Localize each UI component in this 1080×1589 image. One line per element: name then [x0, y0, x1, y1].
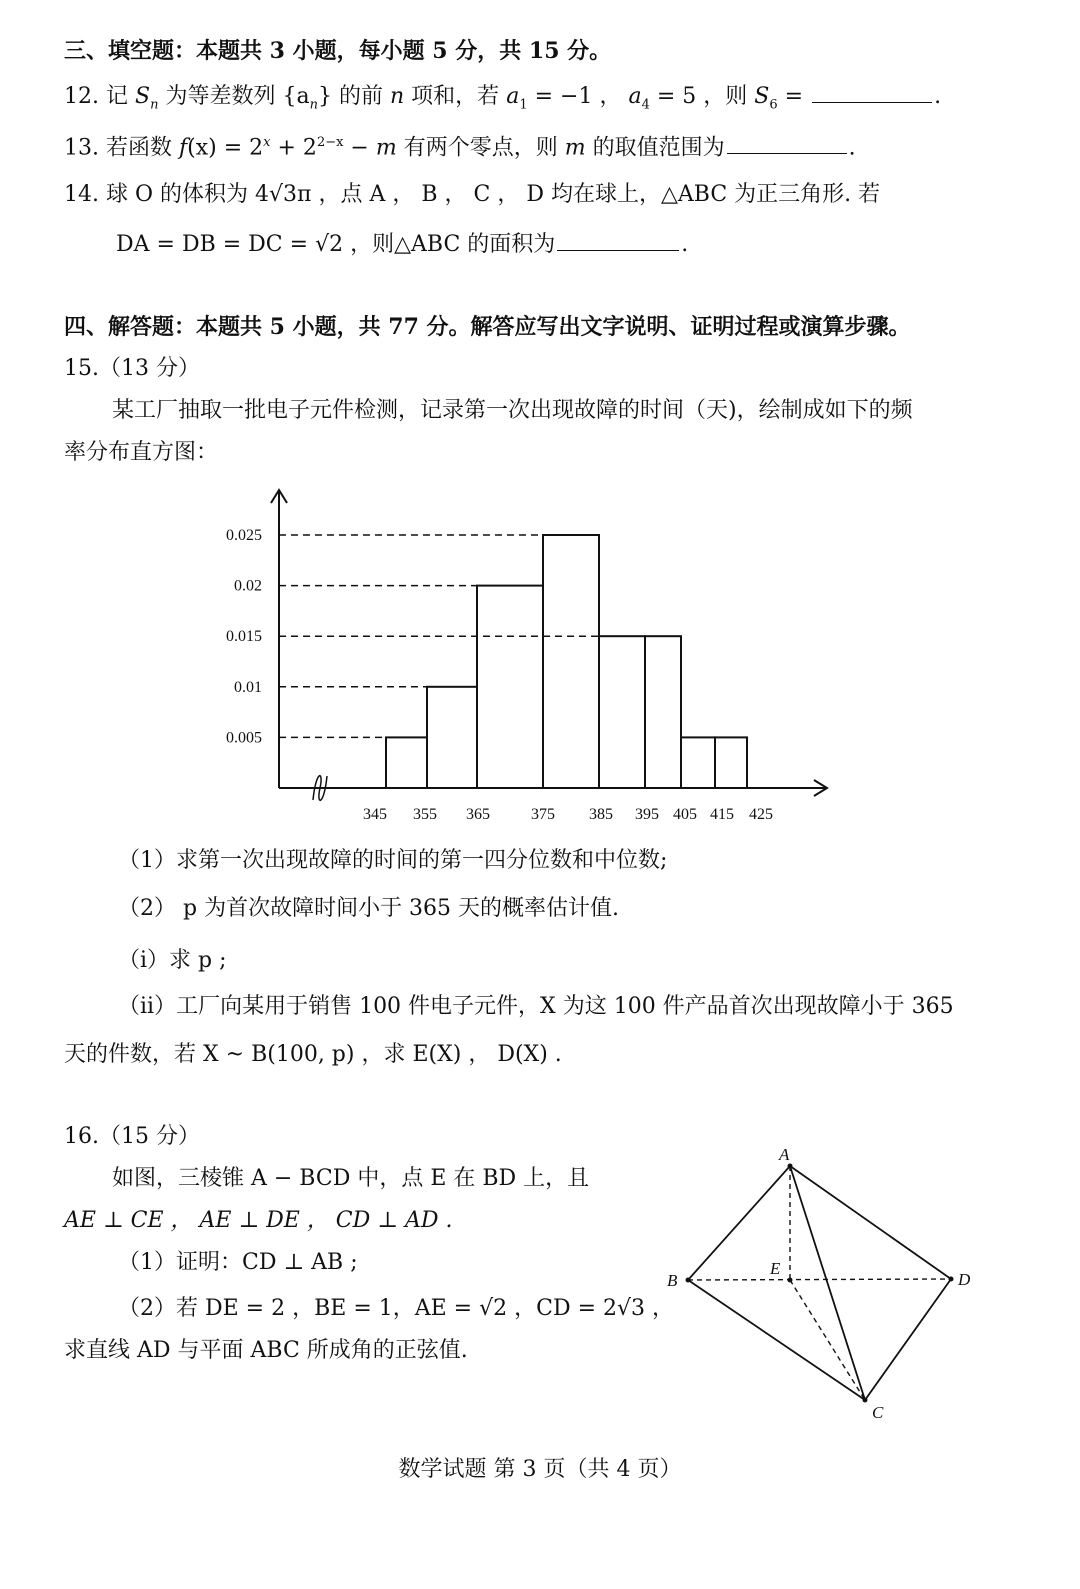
q15-part-2-ii: （ii）工厂向某用于销售 100 件电子元件，X 为这 100 件产品首次出现故障小于 365	[118, 994, 954, 1019]
label-E: E	[770, 1259, 781, 1278]
q16-part-2-cont: 求直线 AD 与平面 ABC 所成角的正弦值.	[64, 1338, 468, 1363]
q15-part-1: （1）求第一次出现故障的时间的第一四分位数和中位数;	[118, 848, 668, 873]
histogram-bar-375-385	[543, 535, 599, 788]
q12-seq-sub: n	[309, 97, 318, 113]
edge-AC	[790, 1166, 865, 1400]
histogram-bar-415-425	[715, 737, 747, 788]
q15-header: 15.（13 分）	[64, 356, 200, 381]
q12-a1: a	[506, 84, 520, 109]
q13-minus: −	[343, 135, 376, 161]
histogram-bar-405-415	[681, 737, 715, 788]
q12-a1-sub: 1	[519, 97, 528, 113]
q13-sup2: 2−x	[316, 135, 344, 150]
point-B	[686, 1278, 691, 1283]
histogram-bar-355-365	[427, 687, 477, 788]
q16-part-1: （1）证明：CD ⊥ AB ;	[118, 1250, 358, 1275]
histogram-bar-385-395	[599, 636, 645, 788]
page-footer: 数学试题 第 3 页（共 4 页）	[398, 1457, 682, 1482]
q12-end: .	[934, 84, 942, 109]
q16-header: 16.（15 分）	[64, 1124, 200, 1149]
q15-part-2: （2） p 为首次故障时间小于 365 天的概率估计值.	[118, 896, 620, 921]
x-tick-label: 345	[363, 806, 387, 823]
q12-seq	[282, 84, 332, 113]
q13-m2: m	[564, 135, 586, 161]
section-4-title: 四、解答题：本题共 5 小题，共 77 分。解答应写出文字说明、证明过程或演算步骤。	[64, 314, 911, 340]
q13-plus: + 2	[270, 135, 317, 161]
q14-text: 球 O 的体积为 4√3π ，点 A ， B ， C ， D 均在球上，△ABC 为正三角形. 若	[106, 182, 881, 207]
q12-text: 项和，若	[411, 84, 500, 109]
histogram-chart	[226, 490, 827, 823]
q12-text: 的前	[338, 84, 383, 109]
q14-text-2: DA = DB = DC = √2 ，则△ABC 的面积为	[116, 232, 556, 257]
q15-part-2-i: （i）求 p ;	[118, 948, 227, 973]
q12-text: 为等差数列	[165, 84, 276, 109]
q13-text: 有两个零点，则	[403, 135, 558, 161]
point-D	[949, 1277, 954, 1282]
question-14-line-2	[116, 228, 688, 260]
q12-S: S	[135, 84, 151, 109]
edge-BC	[688, 1280, 865, 1400]
point-A	[788, 1164, 793, 1169]
x-tick-label: 385	[589, 806, 613, 823]
q12-a4-val: = 5 ，则	[649, 84, 748, 109]
x-tick-label: 405	[673, 806, 697, 823]
y-tick-label: 0.015	[226, 628, 262, 646]
q14-answer-blank[interactable]	[557, 228, 679, 251]
q15-part-2-ii-cont: 天的件数，若 X ~ B(100, p) ，求 E(X) ， D(X) .	[64, 1042, 562, 1067]
q13-fx: (x) = 2	[187, 135, 264, 161]
y-tick-label: 0.01	[234, 678, 262, 696]
q13-end: .	[848, 135, 856, 161]
point-E	[788, 1278, 793, 1283]
q13-m: m	[375, 135, 397, 161]
frequency-histogram	[0, 470, 1080, 840]
q13-sup1: x	[263, 135, 271, 150]
y-tick-label: 0.025	[226, 527, 262, 544]
q13-f: f	[179, 135, 188, 161]
y-tick-label: 0.02	[234, 577, 262, 595]
q12-a4-sub: 4	[641, 97, 650, 113]
q12-a1-val: = −1 ，	[527, 84, 622, 109]
q12-seq-open: {a	[282, 84, 310, 109]
q12-seq-close: }	[317, 84, 332, 109]
label-B: B	[667, 1271, 678, 1290]
q12-number: 12.	[64, 84, 99, 109]
x-tick-label: 355	[413, 806, 437, 823]
q12-a4: a	[628, 84, 642, 109]
q12-eq: =	[777, 84, 804, 109]
q16-line-2: AE ⊥ CE ， AE ⊥ DE ， CD ⊥ AD .	[64, 1208, 453, 1233]
q12-answer-blank[interactable]	[812, 80, 932, 103]
q12-n: n	[390, 84, 405, 109]
x-tick-label: 415	[710, 806, 734, 823]
x-tick-label: 425	[749, 806, 773, 823]
section-3-title: 三、填空题：本题共 3 小题，每小题 5 分，共 15 分。	[64, 38, 612, 64]
histogram-bar-345-355	[386, 737, 427, 788]
q16-line-1: 如图，三棱锥 A − BCD 中，点 E 在 BD 上，且	[112, 1166, 590, 1191]
q15-line-2: 率分布直方图：	[64, 440, 219, 465]
q12-text: 记	[106, 84, 129, 109]
q12-S6-sub: 6	[769, 97, 778, 113]
edge-DC	[865, 1279, 951, 1400]
q13-answer-blank[interactable]	[727, 131, 847, 154]
q14-number: 14.	[64, 182, 99, 207]
q13-text: 若函数	[106, 135, 173, 161]
question-14-line-1	[64, 180, 880, 210]
label-C: C	[872, 1403, 884, 1422]
tetrahedron-figure	[660, 1140, 980, 1430]
point-C	[863, 1398, 868, 1403]
edge-AD	[790, 1166, 951, 1279]
question-13	[64, 128, 856, 163]
q13-text: 的取值范围为	[592, 135, 725, 161]
q16-part-2: （2）若 DE = 2 ，BE = 1，AE = √2 ，CD = 2√3 ，	[118, 1296, 675, 1321]
x-tick-label: 375	[531, 806, 555, 823]
x-tick-label: 365	[466, 806, 490, 823]
q15-line-1: 某工厂抽取一批电子元件检测，记录第一次出现故障的时间（天)，绘制成如下的频	[112, 398, 913, 423]
edge-BD-hidden	[688, 1279, 951, 1280]
label-A: A	[779, 1145, 790, 1164]
x-tick-label: 395	[635, 806, 659, 823]
q13-number: 13.	[64, 135, 99, 161]
q12-S6: S	[754, 84, 770, 109]
histogram-bar-395-405	[645, 636, 681, 788]
y-tick-label: 0.005	[226, 729, 262, 747]
question-12	[64, 80, 941, 120]
q14-end: .	[681, 232, 689, 257]
label-D: D	[958, 1270, 971, 1289]
q12-S-sub: n	[150, 97, 159, 113]
segment-EC-hidden	[790, 1280, 865, 1400]
histogram-bar-365-375	[477, 586, 543, 788]
axis-break-icon	[313, 776, 327, 801]
